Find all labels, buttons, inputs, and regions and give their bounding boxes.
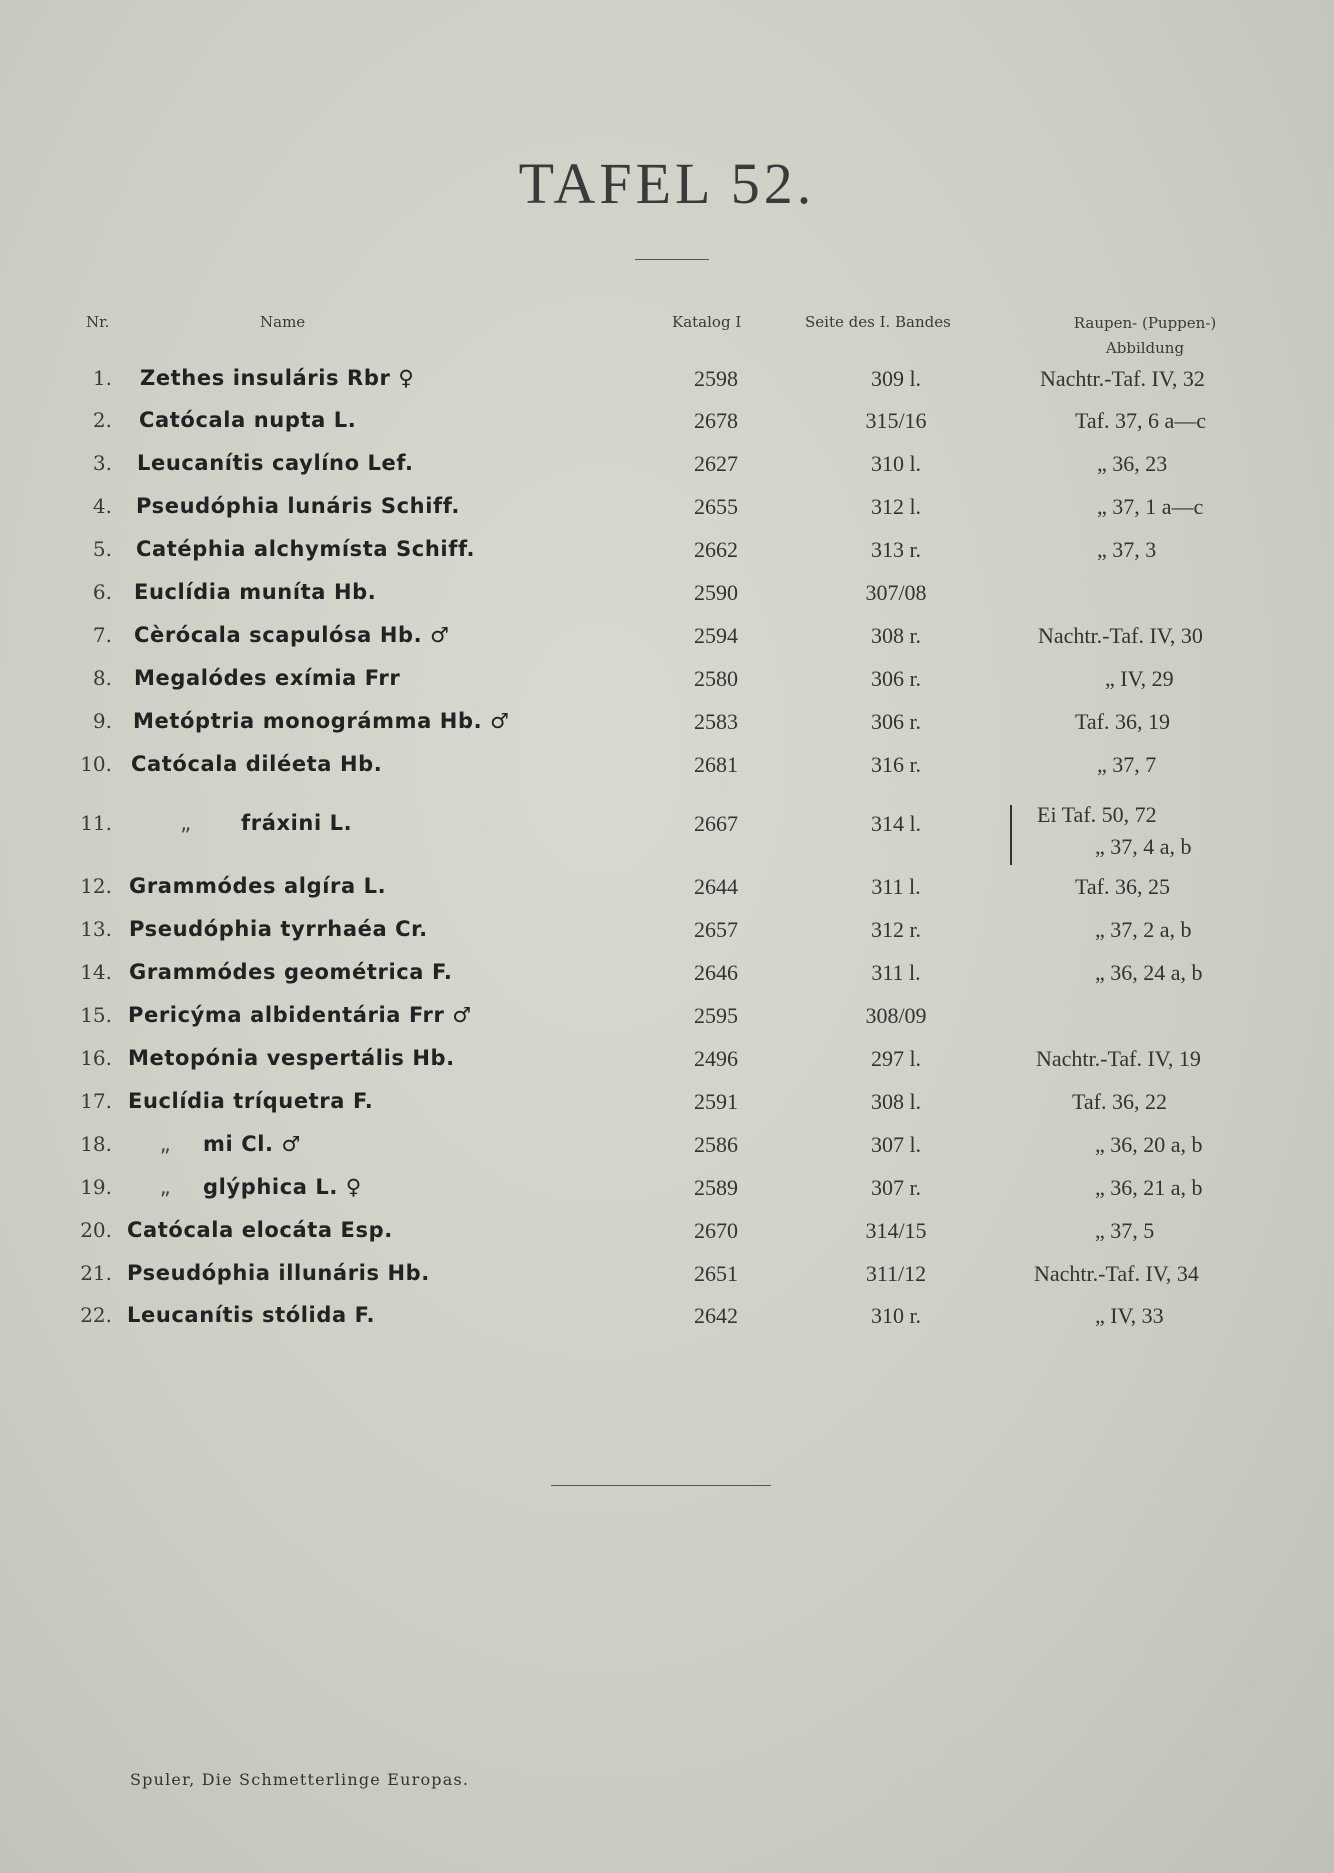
species-name-cell <box>129 960 452 984</box>
katalog-number: 2646 <box>694 960 738 985</box>
raupen-reference: „ 36, 20 a, b <box>1095 1132 1203 1157</box>
species-name: Leucanítis stólida F. <box>127 1303 376 1327</box>
raupen-reference: „ 37, 7 <box>1097 752 1157 777</box>
bottom-rule <box>551 1485 771 1486</box>
species-name-cell <box>128 1003 472 1027</box>
species-name-cell <box>131 811 352 835</box>
table-row <box>0 1132 1334 1162</box>
row-number: 9. <box>92 709 112 733</box>
table-row <box>0 408 1334 438</box>
header-name: Name <box>260 313 306 331</box>
species-name: Leucanítis caylíno Lef. <box>137 451 414 475</box>
raupen-reference: „ IV, 29 <box>1105 666 1174 691</box>
table-row <box>0 494 1334 524</box>
table-row <box>0 623 1334 653</box>
species-name-cell <box>127 1218 393 1242</box>
header-nr: Nr. <box>86 313 110 331</box>
row-number: 8. <box>92 666 112 690</box>
table-row <box>0 1046 1334 1076</box>
table-row <box>0 1218 1334 1248</box>
seite-reference: 309 l. <box>870 366 922 391</box>
seite-reference: 313 r. <box>870 537 922 562</box>
species-name-cell <box>137 451 414 475</box>
raupen-reference: Nachtr.-Taf. IV, 19 <box>1036 1046 1201 1071</box>
table-row <box>0 917 1334 947</box>
row-number: 16. <box>80 1046 112 1070</box>
table-row <box>0 802 1334 859</box>
species-name: Catócala diléeta Hb. <box>131 752 383 776</box>
seite-reference: 311 l. <box>871 960 921 985</box>
species-name: Zethes insuláris Rbr ♀ <box>140 366 415 390</box>
katalog-number: 2496 <box>694 1046 738 1071</box>
header-raupen <box>1045 311 1245 361</box>
katalog-number: 2644 <box>694 874 738 899</box>
species-name-cell <box>139 408 356 432</box>
table-row <box>0 580 1334 610</box>
species-name-cell <box>127 1303 375 1327</box>
seite-reference: 316 r. <box>870 752 922 777</box>
species-name: Metóptria monográmma Hb. ♂ <box>133 709 510 733</box>
table-row <box>0 874 1334 904</box>
raupen-reference: „ 37, 1 a—c <box>1097 494 1204 519</box>
table-row <box>0 1303 1334 1333</box>
table-row <box>0 1089 1334 1119</box>
page-footer: Spuler, Die Schmetterlinge Europas. <box>130 1770 470 1789</box>
species-name-cell <box>134 580 376 604</box>
species-name: Pseudóphia tyrrhaéa Cr. <box>129 917 428 941</box>
species-name: mi Cl. ♂ <box>203 1132 301 1156</box>
species-name-cell <box>131 752 382 776</box>
seite-reference: 311 l. <box>871 874 921 899</box>
katalog-number: 2598 <box>694 366 738 391</box>
katalog-number: 2667 <box>694 811 738 836</box>
katalog-number: 2670 <box>694 1218 738 1243</box>
seite-reference: 297 l. <box>870 1046 922 1071</box>
raupen-reference: Taf. 36, 22 <box>1072 1089 1167 1114</box>
raupen-reference: „ 37, 3 <box>1097 537 1157 562</box>
raupen-reference: „ IV, 33 <box>1095 1303 1164 1328</box>
raupen-reference: „ 36, 23 <box>1097 451 1168 476</box>
species-name: Pseudóphia lunáris Schiff. <box>136 494 460 518</box>
seite-reference: 308/09 <box>865 1003 927 1028</box>
row-number: 18. <box>80 1132 112 1156</box>
raupen-reference: „ 37, 2 a, b <box>1095 917 1192 942</box>
species-name: Metopónia vespertális Hb. <box>128 1046 455 1070</box>
species-name: Pericýma albidentária Frr ♂ <box>128 1003 472 1027</box>
species-name-cell <box>127 1261 430 1285</box>
katalog-number: 2594 <box>694 623 738 648</box>
header-seite: Seite des I. Bandes <box>805 313 951 331</box>
header-katalog: Katalog I <box>672 313 742 331</box>
row-number: 15. <box>80 1003 112 1027</box>
row-number: 21. <box>80 1261 112 1285</box>
seite-reference: 307 l. <box>870 1132 922 1157</box>
katalog-number: 2595 <box>694 1003 738 1028</box>
seite-reference: 308 r. <box>870 623 922 648</box>
raupen-reference: Taf. 36, 19 <box>1075 709 1170 734</box>
katalog-number: 2681 <box>694 752 738 777</box>
raupen-reference: Ei Taf. 50, 72 <box>1037 802 1157 827</box>
row-number: 17. <box>80 1089 112 1113</box>
species-name-cell <box>134 666 400 690</box>
table-row <box>0 752 1334 782</box>
row-number: 6. <box>92 580 112 604</box>
species-name: Grammódes algíra L. <box>129 874 387 898</box>
species-name-cell <box>129 874 386 898</box>
row-number: 22. <box>80 1303 112 1327</box>
katalog-number: 2586 <box>694 1132 738 1157</box>
seite-reference: 306 r. <box>870 666 922 691</box>
raupen-reference: Nachtr.-Taf. IV, 32 <box>1040 366 1205 391</box>
species-name: Euclídia tríquetra F. <box>128 1089 374 1113</box>
species-name-cell <box>128 1046 455 1070</box>
ditto-mark: „ <box>159 1132 172 1156</box>
table-row <box>0 366 1334 396</box>
species-name-cell <box>129 917 428 941</box>
seite-reference: 306 r. <box>870 709 922 734</box>
species-name: Catócala nupta L. <box>139 408 357 432</box>
species-name: glýphica L. ♀ <box>203 1175 362 1199</box>
raupen-reference: Taf. 36, 25 <box>1075 874 1170 899</box>
table-row <box>0 1175 1334 1205</box>
row-number: 3. <box>92 451 112 475</box>
row-number: 19. <box>80 1175 112 1199</box>
seite-reference: 312 r. <box>870 917 922 942</box>
row-number: 2. <box>92 408 112 432</box>
katalog-number: 2583 <box>694 709 738 734</box>
species-name-cell <box>128 1132 301 1156</box>
species-name-cell <box>128 1089 373 1113</box>
species-name: Megalódes exímia Frr <box>134 666 401 690</box>
katalog-number: 2642 <box>694 1303 738 1328</box>
seite-reference: 314/15 <box>865 1218 927 1243</box>
row-number: 10. <box>80 752 112 776</box>
seite-reference: 308 l. <box>870 1089 922 1114</box>
species-name-cell <box>136 537 475 561</box>
row-number: 11. <box>80 811 112 835</box>
species-name: Euclídia muníta Hb. <box>134 580 377 604</box>
katalog-number: 2651 <box>694 1261 738 1286</box>
row-number: 7. <box>92 623 112 647</box>
raupen-reference: Taf. 37, 6 a—c <box>1075 408 1207 433</box>
row-number: 5. <box>92 537 112 561</box>
seite-reference: 310 l. <box>870 451 922 476</box>
row-number: 14. <box>80 960 112 984</box>
table-row <box>0 1261 1334 1291</box>
katalog-number: 2589 <box>694 1175 738 1200</box>
table-row <box>0 537 1334 567</box>
page-title: TAFEL 52. <box>518 151 816 216</box>
raupen-reference: „ 36, 24 a, b <box>1095 960 1203 985</box>
seite-reference: 310 r. <box>870 1303 922 1328</box>
ditto-mark: „ <box>180 811 192 835</box>
seite-reference: 307/08 <box>865 580 927 605</box>
raupen-reference: „ 37, 5 <box>1095 1218 1155 1243</box>
species-name: Catócala elocáta Esp. <box>127 1218 393 1242</box>
species-name: fráxini L. <box>241 811 353 835</box>
species-name-cell <box>140 366 414 390</box>
raupen-reference-secondary: „ 37, 4 a, b <box>1095 834 1192 859</box>
seite-reference: 315/16 <box>865 408 927 433</box>
seite-reference: 307 r. <box>870 1175 922 1200</box>
katalog-number: 2627 <box>694 451 738 476</box>
species-name: Pseudóphia illunáris Hb. <box>127 1261 430 1285</box>
row-number: 13. <box>80 917 112 941</box>
raupen-reference: Nachtr.-Taf. IV, 34 <box>1034 1261 1199 1286</box>
raupen-reference: Nachtr.-Taf. IV, 30 <box>1038 623 1203 648</box>
katalog-number: 2580 <box>694 666 738 691</box>
table-row <box>0 709 1334 739</box>
species-name-cell <box>136 494 460 518</box>
katalog-number: 2590 <box>694 580 738 605</box>
header-raupen-line2: Abbildung <box>1105 339 1185 357</box>
table-row <box>0 1003 1334 1033</box>
species-name-cell <box>134 623 450 647</box>
katalog-number: 2678 <box>694 408 738 433</box>
species-name-cell <box>128 1175 362 1199</box>
seite-reference: 311/12 <box>865 1261 927 1286</box>
katalog-number: 2657 <box>694 917 738 942</box>
title-rule <box>635 259 709 260</box>
species-name: Catéphia alchymísta Schiff. <box>136 537 476 561</box>
species-name: Grammódes geométrica F. <box>129 960 453 984</box>
species-name-cell <box>133 709 510 733</box>
species-name: Cèrócala scapulósa Hb. ♂ <box>134 623 450 647</box>
brace-row-11 <box>1010 805 1022 865</box>
row-number: 12. <box>80 874 112 898</box>
row-number: 20. <box>80 1218 112 1242</box>
katalog-number: 2655 <box>694 494 738 519</box>
table-row <box>0 666 1334 696</box>
ditto-mark: „ <box>159 1175 172 1199</box>
seite-reference: 314 l. <box>870 811 922 836</box>
header-raupen-line1: Raupen- (Puppen-) <box>1073 314 1217 332</box>
katalog-number: 2591 <box>694 1089 738 1114</box>
table-row <box>0 451 1334 481</box>
katalog-number: 2662 <box>694 537 738 562</box>
row-number: 4. <box>92 494 112 518</box>
raupen-reference: „ 36, 21 a, b <box>1095 1175 1203 1200</box>
table-row <box>0 960 1334 990</box>
seite-reference: 312 l. <box>870 494 922 519</box>
row-number: 1. <box>92 366 112 390</box>
